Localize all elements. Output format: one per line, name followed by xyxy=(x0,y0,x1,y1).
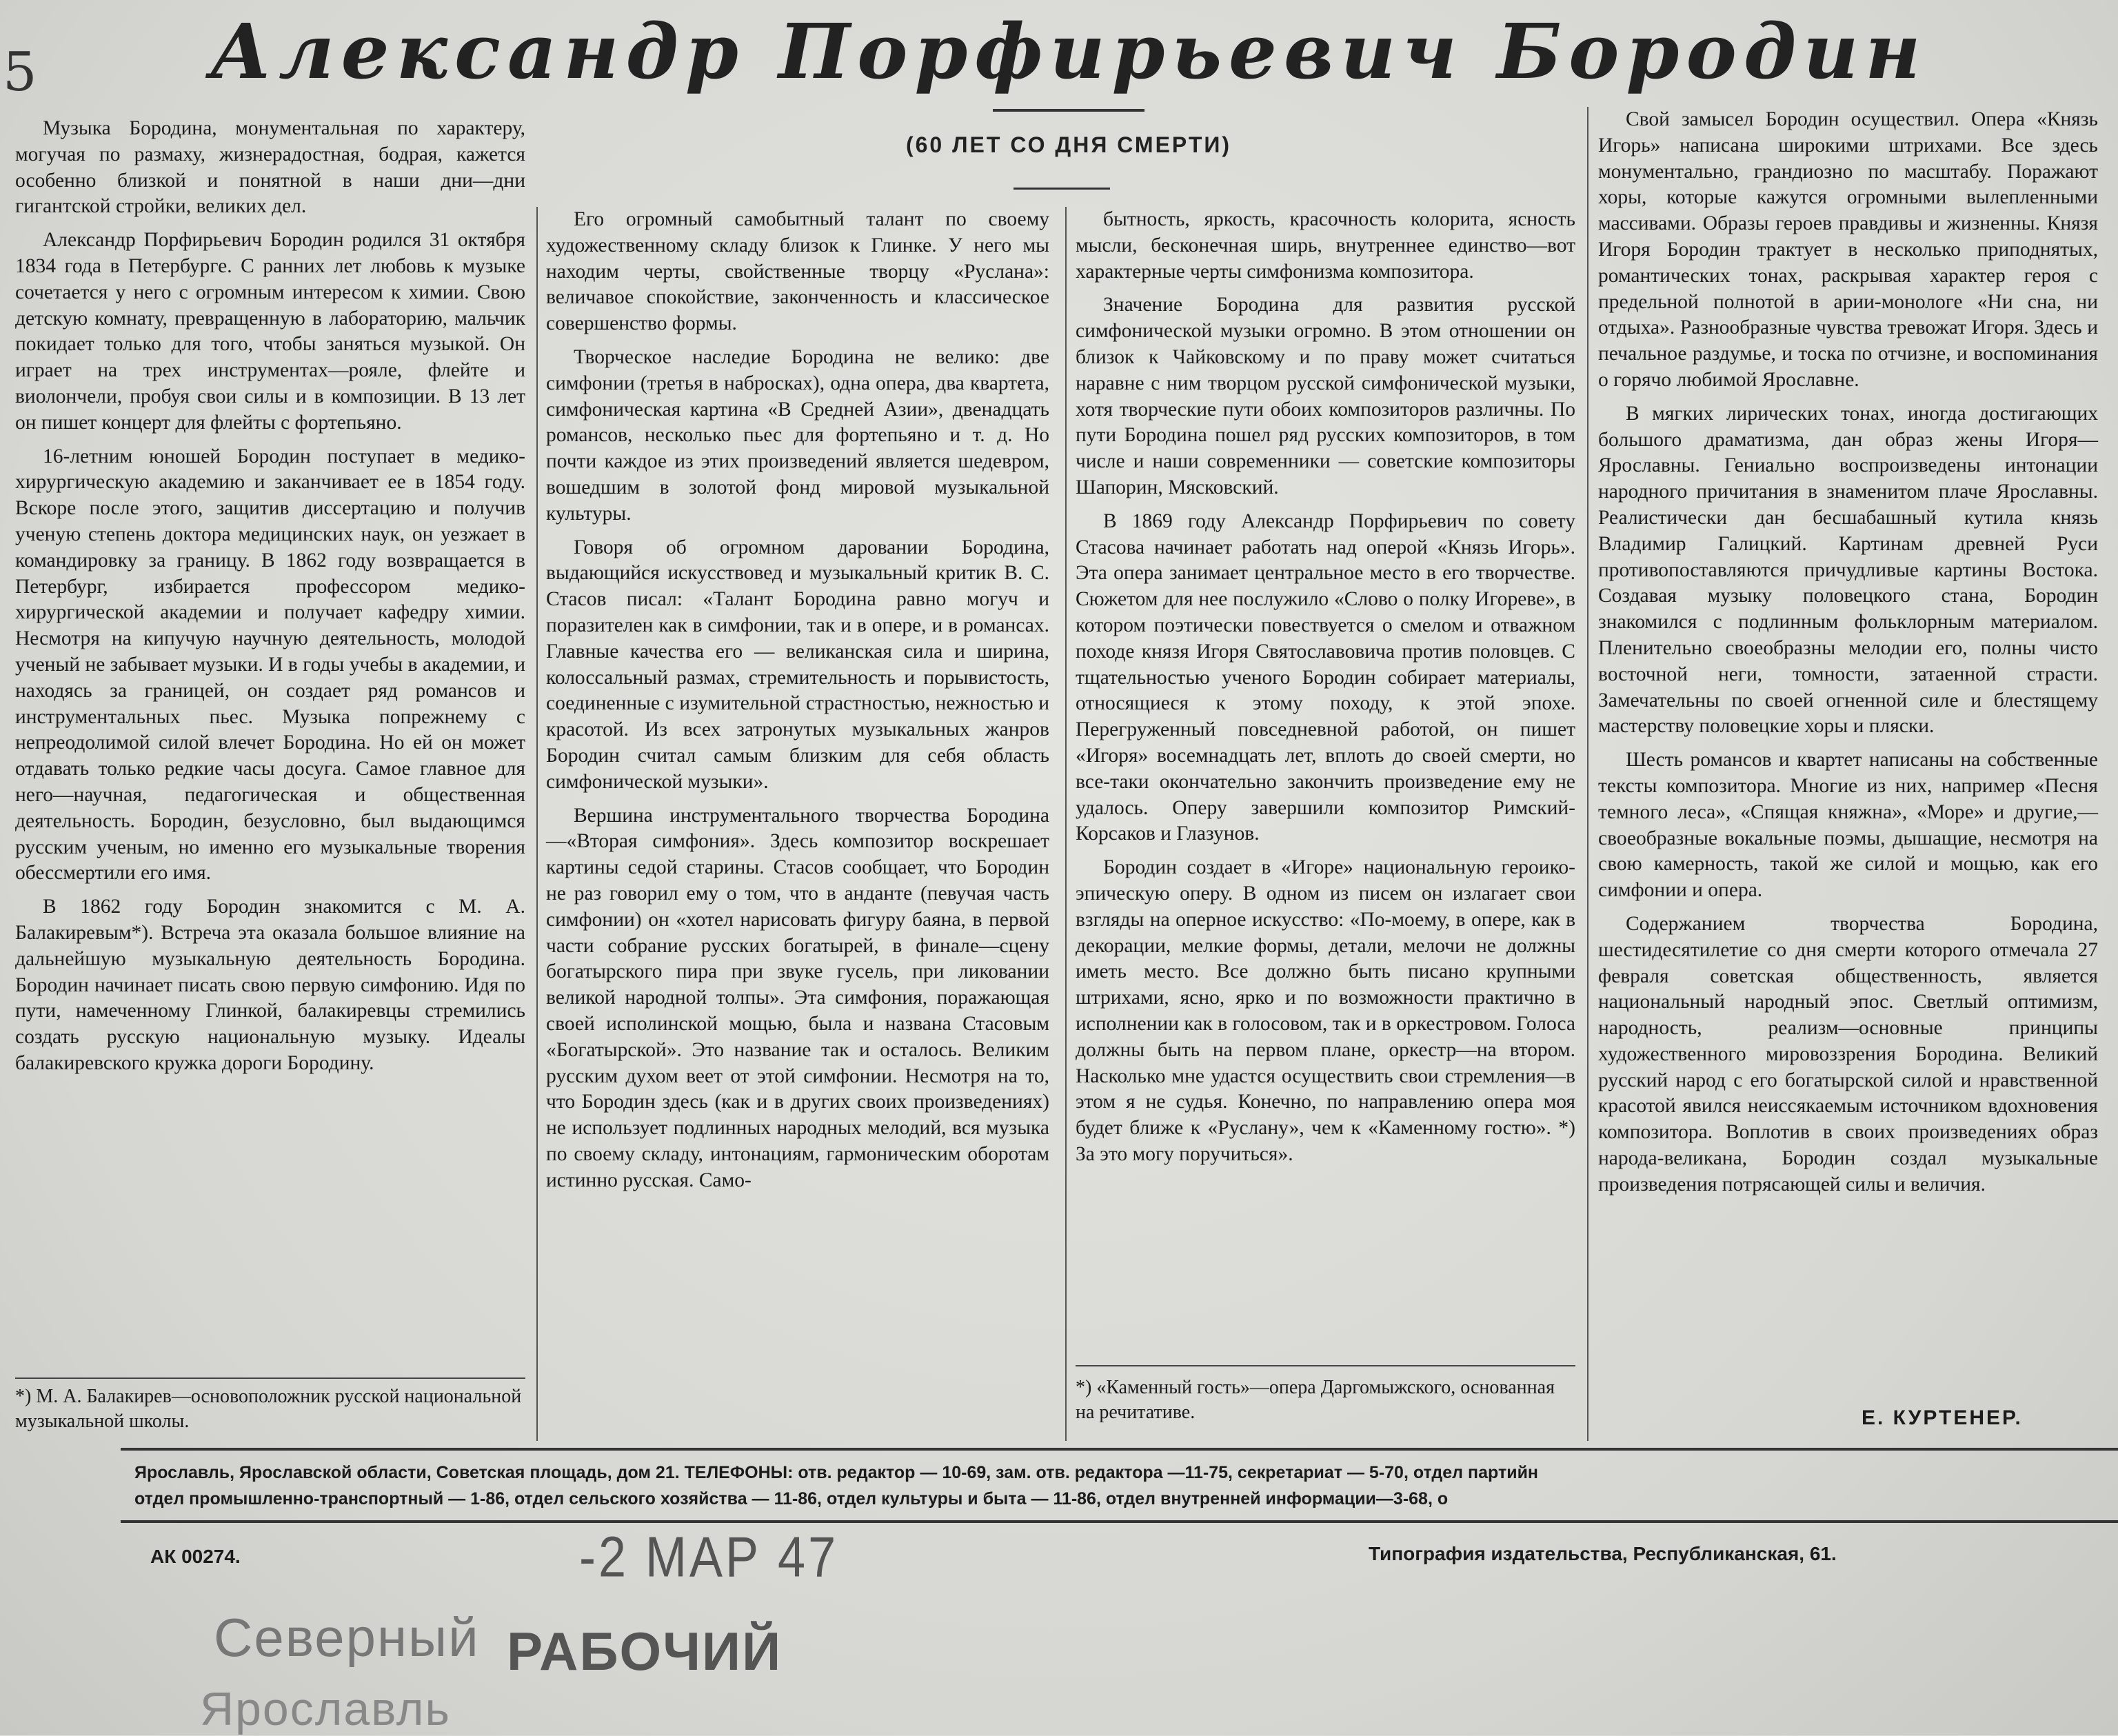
footnote-rule xyxy=(1076,1365,1575,1366)
paragraph: Говоря об огромном даровании Бородина, выдающийся искусствовед и музыкальный критик В. С. Стасов писал: «Талант Бородина равно могуч и поразителен как в симфонии, так и в опере, и в романсах. Главные качества его — великанская сила и ширина, колоссальный размах, стремительность и порывистость, соединенные с изумительной страстностью, нежностью и красотой. Из всех затронутых музыкальных жанров Бородин считал самым близким для себя область симфонической музыки». xyxy=(546,536,1049,793)
printer-imprint: Типография издательства, Республиканская, 61. xyxy=(1369,1543,1837,1564)
library-stamp-line-1a: Северный xyxy=(214,1607,480,1668)
paragraph: Музыка Бородина, монументальная по характеру, могучая по размаху, жизнерадостная, бодрая, кажется особенно близкой и понятной в наши дни—дни гигантской стройки, великих дел. xyxy=(15,117,525,218)
article-title: Александр Порфирьевич Бородин xyxy=(210,7,1928,96)
paragraph: Бородин создает в «Игоре» национальную героико-эпическую оперу. В одном из писем он излагает свои взгляды на оперное искусство: «По-моему, в опере, как в декорации, мелкие формы, детали, мелочи не должны иметь место. Все должно быть писано крупными штрихами, ясно, ярко и по возможности практично в исполнении как в голосовом, так и в оркестровом. Голоса должны быть на первом плане, оркестр—на втором. Насколько мне удастся осуществить свои стремления—в этом я не судья. Конечно, по направлению опера моя будет ближе к «Руслану», чем к «Каменному гостю». *) За это могу поручиться». xyxy=(1076,856,1575,1165)
paragraph: Значение Бородина для развития русской симфонической музыки огромно. В этом отношении он близок к Чайковскому и по праву может считаться наравне с ним творцом русской симфонической музыки, хотя творческие пути обоих композиторов различны. По пути Бородина пошел ряд русских композиторов, в том числе и наши современники — советские композиторы Шапорин, Мясковский. xyxy=(1076,294,1575,498)
column-1 xyxy=(15,116,525,1084)
address-line-2: отдел промышленно-транспортный — 1-86, отдел сельского хозяйства — 11-86, отдел культуры и быта — 11-86, отдел внутренней информации—3-68, о xyxy=(134,1489,1449,1508)
handwritten-mark: 5 xyxy=(3,41,37,103)
paragraph: Вершина инструментального творчества Бородина—«Вторая симфония». Здесь композитор воскрешает картины седой старины. Стасов сообщает, что Бородин не раз говорил ему о том, что в анданте (певучая часть симфонии) он «хотел нарисовать фигуру баяна, в первой части собрание русских богатырей, в финале—сцену богатырского пира при звуке гусель, при ликовании великой народной толпы». Эта симфония, поражающая своей исполинской мощью, была и названа Стасовым «Богатырской». Это название так и осталось. Великим русским духом веет от этой симфонии. Несмотря на то, что Бородин здесь (как и в других своих произведениях) не использует подлинных народных мелодий, вся музыка по своему складу, интонациям, гармоническим оборотам истинно русская. Само- xyxy=(546,804,1049,1191)
footer-rule-top xyxy=(121,1448,2118,1451)
paragraph: Содержанием творчества Бородина, шестидесятилетие со дня смерти которого отмечала 27 февраля советская общественность, является национальный народный эпос. Светлый оптимизм, народность, реализм—основные принципы художественного мировоззрения Бородина. Великий русский народ с его богатырской силой и нравственной красотой явился неиссякаемым источником вдохновения композитора. Воплотив в своих произведениях образ народа-великана, Бородин создал музыкальные произведения потрясающей силы и величия. xyxy=(1598,912,2098,1195)
paragraph: бытность, яркость, красочность колорита, ясность мысли, бесконечная ширь, внутреннее единство—вот характерные черты симфонизма композитора. xyxy=(1076,208,1575,283)
column-2 xyxy=(546,207,1049,1201)
paragraph: Александр Порфирьевич Бородин родился 31 октября 1834 года в Петербурге. С ранних лет любовь к музыке сочетается у него с огромным интересом к химии. Свою детскую комнату, превращенную в лабораторию, мальчик покидает только для того, чтобы заняться музыкой. Он играет на трех инструментах—рояле, флейте и виолончели, пробуя свои силы и в композиции. В 13 лет он пишет концерт для флейты с фортепьяно. xyxy=(15,229,525,434)
column-divider xyxy=(536,207,538,1441)
paragraph: Свой замысел Бородин осуществил. Опера «Князь Игорь» написана широкими штрихами. Все здесь монументально, грандиозно по масштабу. Поражают хоры, которые кажутся огромными вылепленными массивами. Образы героев правдивы и жизненны. Князя Игоря Бородин трактует в несколько приподнятых, романтических тонах, раскрывая характер героя с предельной полнотой в арии-монологе «Ни сна, ни отдыха». Разнообразные чувства тревожат Игоря. Здесь и печальное раздумье, и тоска по отчизне, и воспоминания о горячо любимой Ярославне. xyxy=(1598,108,2098,391)
paragraph: Творческое наследие Бородина не велико: две симфонии (третья в набросках), одна опера, два квартета, симфоническая картина «В Средней Азии», двенадцать романсов, несколько пьес для фортепьяно и т. д. Но почти каждое из этих произведений является шедевром, вошедшим в золотой фонд мировой музыкальной культуры. xyxy=(546,345,1049,525)
library-stamp-line-1b: РАБОЧИЙ xyxy=(507,1621,783,1682)
title-rule xyxy=(993,109,1144,112)
author-signature: Е. КУРТЕНЕР. xyxy=(1862,1406,2023,1429)
footnote-kamenny-gost: *) «Каменный гость»—опера Даргомыжского, основанная на речитативе. xyxy=(1076,1377,1555,1423)
paragraph: В 1869 году Александр Порфирьевич по совету Стасова начинает работать над оперой «Князь Игорь». Эта опера занимает центральное место в его творчестве. Сюжетом для нее послужило «Слово о полку Игореве», в котором поэтически повествуется о смелом и отважном походе князя Игоря Святославовича против половцев. С тщательностью ученого Бородин собирает материалы, относящиеся к этому походу, к этой эпохе. Перегруженный повседневной работой, он пишет «Игоря» восемнадцать лет, вплоть до своей смерти, но все-таки окончательно закончить произведение ему не удалось. Оперу завершили композитор Римский-Корсаков и Глазунов. xyxy=(1076,509,1575,845)
paragraph: 16-летним юношей Бородин поступает в медико-хирургическую академию и заканчивает ее в 1854 году. Вскоре после этого, защитив диссертацию и получив ученую степень доктора медицинских наук, он уезжает в командировку за границу. В 1862 году возвращается в Петербург, избирается профессором медико-хирургической академии и получает кафедру химии. Несмотря на кипучую научную деятельность, молодой ученый не забывает музыки. И в годы учебы в академии, и находясь за границей, он создает ряд романсов и инструментальных пьес. Музыка попрежнему с непреодолимой силой влечет Бородина. Но ей он может отдавать только редкие часы досуга. Самое главное для него—научная, педагогическая и общественная деятельность. Бородин, безусловно, был выдающимся русским ученым, но именно его музыкальные творения обессмертили его имя. xyxy=(15,445,525,885)
paragraph: Его огромный самобытный талант по своему художественному складу близок к Глинке. У него мы находим черты, свойственные творцу «Руслана»: величавое спокойствие, законченность и классическое совершенство формы. xyxy=(546,208,1049,335)
footnote-rule xyxy=(15,1377,525,1379)
library-stamp-line-2: Ярославль xyxy=(200,1683,451,1735)
paragraph: В мягких лирических тонах, иногда достигающих большого драматизма, дан образ жены Игоря—Ярославны. Гениально воспроизведены интонации народного причитания в знаменитом плаче Ярославны. Реалистически дан бесшабашный кутила князь Владимир Галицкий. Картинам древней Руси противопоставляются причудливые картины Востока. Создавая музыку половецкого стана, Бородин знакомился с подлинным фольклорным материалом. Пленительно своеобразны мелодии его, полны чисто восточной неги, томности, затаенной страсти. Замечательны по своей огненной силе и блестящему мастерству половецкие хоры и пляски. xyxy=(1598,402,2098,738)
paragraph: Шесть романсов и квартет написаны на собственные тексты композитора. Многие из них, например «Песня темного леса», «Спящая княжна», «Море» и другие,—своеобразные вокальные поэмы, дышащие, несмотря на свою камерность, такой же силой и мощью, как его симфонии и опера. xyxy=(1598,749,2098,902)
address-line-1: Ярославль, Ярославской области, Советская площадь, дом 21. ТЕЛЕФОНЫ: отв. редактор — 10-69, зам. отв. редактора —11-75, секретариат — 5-70, отдел партийн xyxy=(134,1463,1539,1482)
subtitle-rule xyxy=(1013,188,1110,190)
column-3 xyxy=(1076,207,1575,1175)
column-divider xyxy=(1587,107,1588,1441)
article-subtitle: (60 ЛЕТ СО ДНЯ СМЕРТИ) xyxy=(905,132,1232,157)
footer-rule-bottom xyxy=(121,1520,2118,1523)
date-stamp: -2 МАР 47 xyxy=(579,1526,839,1589)
paragraph: В 1862 году Бородин знакомится с М. А. Балакиревым*). Встреча эта оказала большое влияние на дальнейшую музыкальную деятельность Бородина. Бородин начинает писать свою первую симфонию. Идя по пути, намеченному Глинкой, балакиревцы стремились создать русскую национальную музыку. Идеалы балакиревского кружка дороги Бородину. xyxy=(15,896,525,1074)
print-code: АК 00274. xyxy=(150,1546,241,1567)
footnote-balakirev: *) М. А. Балакирев—основоположник русской национальной музыкальной школы. xyxy=(15,1386,522,1432)
column-4 xyxy=(1598,107,2098,1206)
column-divider xyxy=(1065,207,1067,1441)
